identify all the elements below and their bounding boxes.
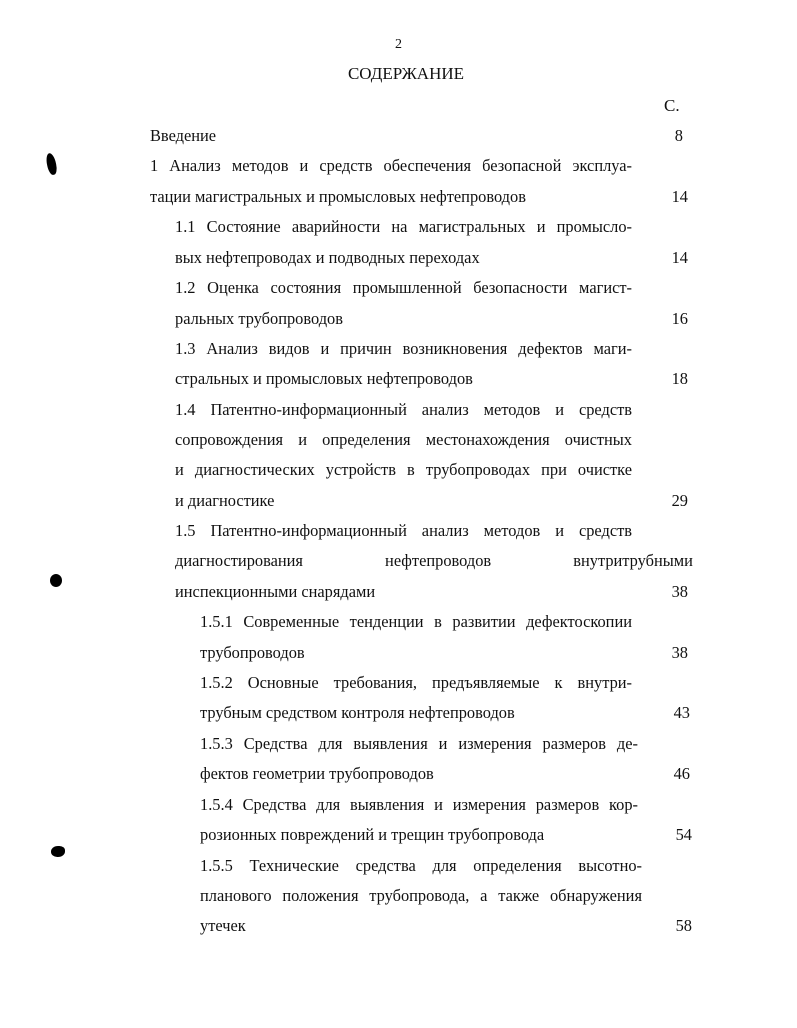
toc-line: 1.2 Оценка состояния промышленной безопасности магист- <box>175 278 632 297</box>
page-column-header: С. <box>664 96 680 115</box>
toc-page-number: 46 <box>673 764 690 783</box>
toc-line: розионных повреждений и трещин трубопровода <box>200 825 545 844</box>
toc-line: 1.5.4 Средства для выявления и измерения размеров кор- <box>200 795 638 814</box>
page-title: СОДЕРЖАНИЕ <box>347 64 465 83</box>
toc-line: вых нефтепроводах и подводных переходах <box>175 248 480 267</box>
scan-spot <box>45 152 58 175</box>
toc-line: инспекционными снарядами <box>175 582 376 601</box>
page-number: 2 <box>395 37 402 52</box>
toc-line: фектов геометрии трубопроводов <box>200 764 434 783</box>
toc-page-number: 54 <box>675 825 692 844</box>
toc-line: Введение <box>150 126 217 145</box>
toc-line: 1.5.3 Средства для выявления и измерения размеров де- <box>200 734 638 753</box>
toc-line: планового положения трубопровода, а также обнаружения <box>200 886 642 905</box>
toc-page-number: 14 <box>671 187 688 206</box>
toc-page-number: 43 <box>673 703 690 722</box>
toc-page-number: 29 <box>671 491 688 510</box>
toc-page-number: 8 <box>674 126 683 145</box>
toc-line: трубопроводов <box>200 643 305 662</box>
toc-line: 1.3 Анализ видов и причин возникновения дефектов маги- <box>175 339 632 358</box>
toc-page-number: 38 <box>671 582 688 601</box>
toc-line: утечек <box>200 916 246 935</box>
toc-page-number: 14 <box>671 248 688 267</box>
toc-line: стральных и промысловых нефтепроводов <box>175 369 473 388</box>
toc-line: диагностирования нефтепроводов внутритрубными <box>175 551 693 570</box>
toc-line: 1.5.1 Современные тенденции в развитии дефектоскопии <box>200 612 632 631</box>
toc-page-number: 18 <box>671 369 688 388</box>
toc-line: 1.5.2 Основные требования, предъявляемые к внутри- <box>200 673 632 692</box>
scan-spot <box>51 846 65 857</box>
toc-line: и диагностике <box>175 491 275 510</box>
toc-line: 1.1 Состояние аварийности на магистральных и промысло- <box>175 217 632 236</box>
toc-page-number: 16 <box>671 309 688 328</box>
scan-spot <box>50 574 62 587</box>
toc-line: сопровождения и определения местонахождения очистных <box>175 430 632 449</box>
toc-line: ральных трубопроводов <box>175 309 343 328</box>
toc-line: тации магистральных и промысловых нефтепроводов <box>150 187 526 206</box>
toc-line: 1.5.5 Технические средства для определения высотно- <box>200 856 642 875</box>
toc-line: и диагностических устройств в трубопроводах при очистке <box>175 460 632 479</box>
toc-line: 1 Анализ методов и средств обеспечения безопасной эксплуа- <box>150 156 632 175</box>
toc-page-number: 38 <box>671 643 688 662</box>
toc-line: 1.5 Патентно-информационный анализ методов и средств <box>175 521 632 540</box>
toc-page-number: 58 <box>675 916 692 935</box>
toc-line: 1.4 Патентно-информационный анализ методов и средств <box>175 400 632 419</box>
toc-line: трубным средством контроля нефтепроводов <box>200 703 515 722</box>
